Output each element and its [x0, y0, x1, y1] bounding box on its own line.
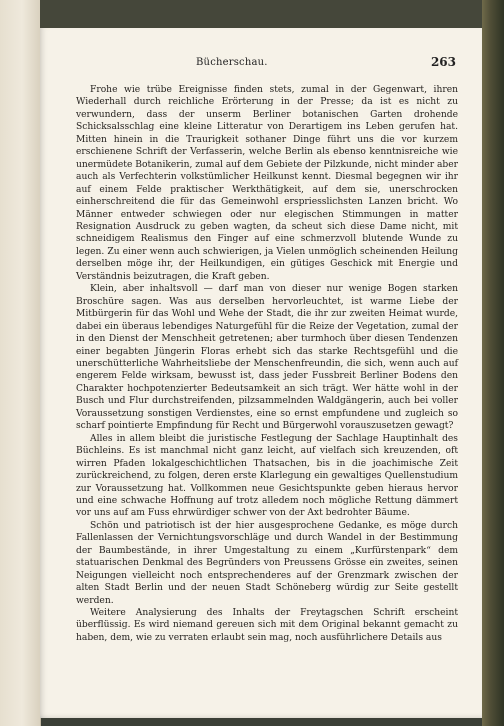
right-cover-edge — [482, 0, 504, 726]
left-binding-edge — [0, 0, 41, 726]
body-text — [76, 84, 458, 644]
paragraph: Alles in allem bleibt die juristische Festlegung der Sachlage Hauptinhalt des Büchleins. Es ist manchmal nicht ganz leicht, auf vielfach sich kreuzenden, oft wirren Pfaden lokalgeschichtlichen Thatsachen, bis in die joachimische Zeit zurückreichend, zu folgen, deren erste Klarlegung ein gewaltiges Quellenstudium zur Voraussetzung hat. Vollkommen neue Gesichtspunkte geben hieraus hervor und eine schwache Hoffnung auf trotz alledem noch mögliche Rettung dämmert vor uns auf am Fuss ehrwürdiger schwer von der Axt bedrohter Bäume. — [76, 433, 458, 519]
paragraph: Klein, aber inhaltsvoll — darf man von dieser nur wenige Bogen starken Broschüre sagen. Was aus derselben hervorleuchtet, ist warme Liebe der Mitbürgerin für das Wohl und Wehe der Stadt, die ihr zur zweiten Heimat wurde, dabei ein überaus lebendiges Naturgefühl für die Reize der Vegetation, zumal der in den Dienst der Menschheit getretenen; aber turmhoch über diesen Tendenzen einer begabten Jüngerin Floras erhebt sich das starke Rechtsgefühl und die unerschütterliche Wahrheitsliebe der Menschenfreundin, die sich, wenn auch auf engerem Felde wirksam, bewusst ist, dass jeder Fussbreit Berliner Bodens den Charakter hochpotenzierter Bedeutsamkeit an sich trägt. Wer hätte wohl in der Busch und Flur durchstreifenden, pilzsammelnden Waldgängerin, auch bei voller Voraussetzung sonstigen Verdienstes, eine so ernst empfundene und zugleich so scharf pointierte Empfindung für Recht und Bürgerwohl vorauszusetzen gewagt? — [76, 284, 458, 432]
book-page — [40, 28, 482, 718]
running-header — [76, 57, 456, 73]
running-title: Bücherschau. — [196, 57, 268, 68]
page-number: 263 — [430, 55, 456, 69]
book-cover-edge — [40, 0, 482, 28]
paragraph: Schön und patriotisch ist der hier ausgesprochene Gedanke, es möge durch Fallenlassen der Vernichtungsvorschläge und durch Wandel in der Bestimmung der Baumbestände, in ihrer Umgestaltung zu einem „Kurfürstenpark“ dem statuarischen Denkmal des Begründers von Preussens Grösse ein zweites, seinen Neigungen vielleicht noch entsprechenderes auf der Grenzmark zwischen der alten Stadt Berlin und der neuen Stadt Schöneberg würdig zur Seite gestellt werden. — [76, 520, 458, 606]
paragraph: Weitere Analysierung des Inhalts der Freytagschen Schrift erscheint überflüssig. Es wird niemand gereuen sich mit dem Original bekannt gemacht zu haben, dem, wie zu verraten erlaubt sein mag, noch ausführlichere Details aus — [76, 608, 458, 643]
paragraph: Frohe wie trübe Ereignisse finden stets, zumal in der Gegenwart, ihren Wiederhall durch reichliche Erörterung in der Presse; da ist es nicht zu verwundern, dass der unserm Berliner botanischen Garten drohende Schicksalsschlag eine kleine Litteratur von Derartigem ins Leben gerufen hat. Mitten hinein in die Traurigkeit sothaner Dinge führt uns die vor kurzem erschienene Schrift der Verfasserin, welche Berlin als ebenso kenntnisreiche wie unermüdete Botanikerin, zumal auf dem Gebiete der Pilzkunde, nicht minder aber auch als Verfechterin volkstümlicher Heilkunst kennt. Diesmal begegnen wir ihr auf einem Felde praktischer Werkthätigkeit, auf dem sie, unerschrocken einherschreitend die für das Gemeinwohl erspriesslichsten Lanzen bricht. Wo Männer entweder schwiegen oder nur elegischen Stimmungen in matter Resignation Ausdruck zu geben wagten, da scheut sich diese Dame nicht, mit schneidigem Realismus den Finger auf eine schmerzvoll blutende Wunde zu legen. Zu einer wenn auch schwierigen, ja Vielen unmöglich scheinenden Heilung derselben möge ihr, der Heilkundigen, ein gütiges Geschick mit Energie und Verständnis beizutragen, die Kraft geben. — [76, 85, 459, 282]
